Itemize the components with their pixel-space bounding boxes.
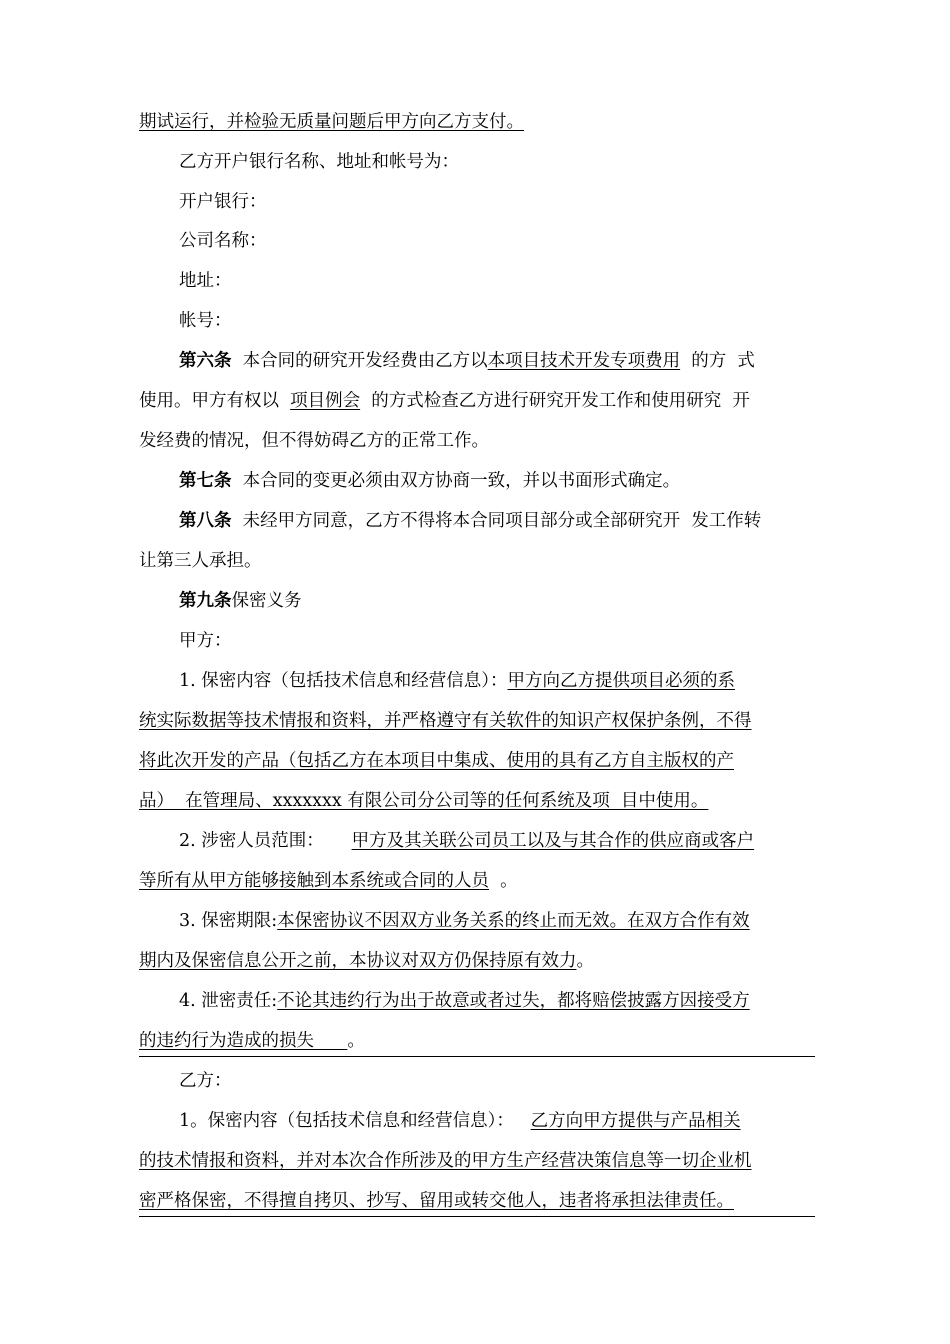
text-line: [139, 789, 819, 813]
text-run: 。: [347, 1031, 365, 1051]
text-line: [139, 749, 819, 773]
text-run: 帐号：: [179, 311, 232, 331]
underlined-text: 本保密协议不因双方业务关系的终止而无效。在双方合作有效: [277, 911, 750, 931]
text-run: 保密义务: [231, 591, 302, 611]
text-line: [139, 1029, 819, 1053]
text-line: [179, 909, 819, 933]
underlined-text: 本项目技术开发专项费用: [487, 351, 681, 371]
text-line: [139, 549, 819, 573]
text-line: [139, 869, 819, 893]
text-line: [139, 949, 819, 973]
text-run: 使用。甲方有权以: [139, 391, 291, 411]
article-heading: 第八条: [179, 511, 232, 531]
underlined-text: 项目例会: [290, 391, 361, 411]
text-run: 1。保密内容（包括技术信息和经营信息）：: [179, 1111, 531, 1131]
underlined-text: 期试运行，并检验无质量问题后甲方向乙方支付。: [139, 112, 524, 132]
text-run: 2. 涉密人员范围：: [179, 831, 352, 851]
text-run: 未经甲方同意，乙方不得将本合同项目部分或全部研究开 发工作转: [231, 511, 762, 531]
underlined-text: 乙方向甲方提供与产品相关: [530, 1111, 741, 1131]
underlined-text: 等所有从甲方能够接触到本系统或合同的人员: [139, 871, 489, 891]
underlined-text: 甲方及其关联公司员工以及与其合作的供应商或客户: [351, 831, 755, 851]
text-line: [139, 1189, 819, 1213]
text-run: 。: [489, 871, 518, 891]
text-line: [139, 110, 819, 134]
text-line: [179, 269, 819, 293]
underlined-text: 品） 在管理局、xxxxxxx 有限公司分公司等的任何系统及项 目中使用。: [139, 791, 709, 811]
underlined-text: 不论其违约行为出于故意或者过失，都将赔偿披露方因接受方: [277, 991, 750, 1011]
underlined-text: 将此次开发的产品（包括乙方在本项目中集成、使用的具有乙方自主版权的产: [139, 751, 734, 771]
article-heading: 第七条: [179, 471, 232, 491]
text-run: 3. 保密期限:: [179, 911, 278, 931]
horizontal-rule: [139, 1216, 815, 1217]
horizontal-rule: [139, 1056, 815, 1057]
text-line: [179, 829, 819, 853]
text-run: 的方式检查乙方进行研究开发工作和使用研究 开: [360, 391, 750, 411]
text-line: [139, 1149, 819, 1173]
article-7-line: [179, 469, 819, 493]
text-line: [179, 669, 819, 693]
article-heading: 第六条: [179, 351, 232, 371]
underlined-text: 统实际数据等技术情报和资料，并严格遵守有关软件的知识产权保护条例，不得: [139, 711, 752, 731]
article-6-line: [179, 349, 819, 373]
text-run: 乙方开户银行名称、地址和帐号为：: [179, 152, 459, 172]
article-9-line: [179, 589, 819, 613]
text-run: 开户银行：: [179, 192, 267, 212]
text-line: [179, 309, 819, 333]
text-line: [179, 190, 819, 214]
article-8-line: [179, 509, 819, 533]
text-run: 让第三人承担。: [139, 551, 262, 571]
text-line: [179, 150, 819, 174]
text-run: 。: [576, 951, 594, 971]
article-heading: 第九条: [179, 591, 232, 611]
text-line: [179, 1069, 819, 1093]
text-run: 甲方：: [179, 631, 232, 651]
text-run: 公司名称：: [179, 231, 267, 251]
underlined-text: 期内及保密信息公开之前，本协议对双方仍保持原有效力: [139, 951, 577, 971]
text-run: 乙方：: [179, 1071, 232, 1091]
text-run: 本合同的变更必须由双方协商一致，并以书面形式确定。: [231, 471, 681, 491]
text-run: 发经费的情况，但不得妨碍乙方的正常工作。: [139, 431, 489, 451]
underlined-text: 的技术情报和资料，并对本次合作所涉及的甲方生产经营决策信息等一切企业机: [139, 1151, 752, 1171]
text-run: 地址：: [179, 271, 232, 291]
underlined-text: 密严格保密，不得擅自拷贝、抄写、留用或转交他人，违者将承担法律责任。: [139, 1191, 734, 1211]
text-line: [139, 429, 819, 453]
text-line: [139, 709, 819, 733]
text-line: [179, 1109, 819, 1133]
text-run: 4. 泄密责任:: [179, 991, 278, 1011]
underlined-text: 甲方向乙方提供项目必须的系: [507, 671, 736, 691]
text-line: [139, 389, 819, 413]
text-line: [179, 989, 819, 1013]
text-line: [179, 229, 819, 253]
text-run: 本合同的研究开发经费由乙方以: [231, 351, 488, 371]
text-run: 1. 保密内容（包括技术信息和经营信息）：: [179, 671, 508, 691]
text-line: [179, 629, 819, 653]
text-run: 的方 式: [680, 351, 755, 371]
underlined-text: 的违约行为造成的损失: [139, 1031, 348, 1051]
